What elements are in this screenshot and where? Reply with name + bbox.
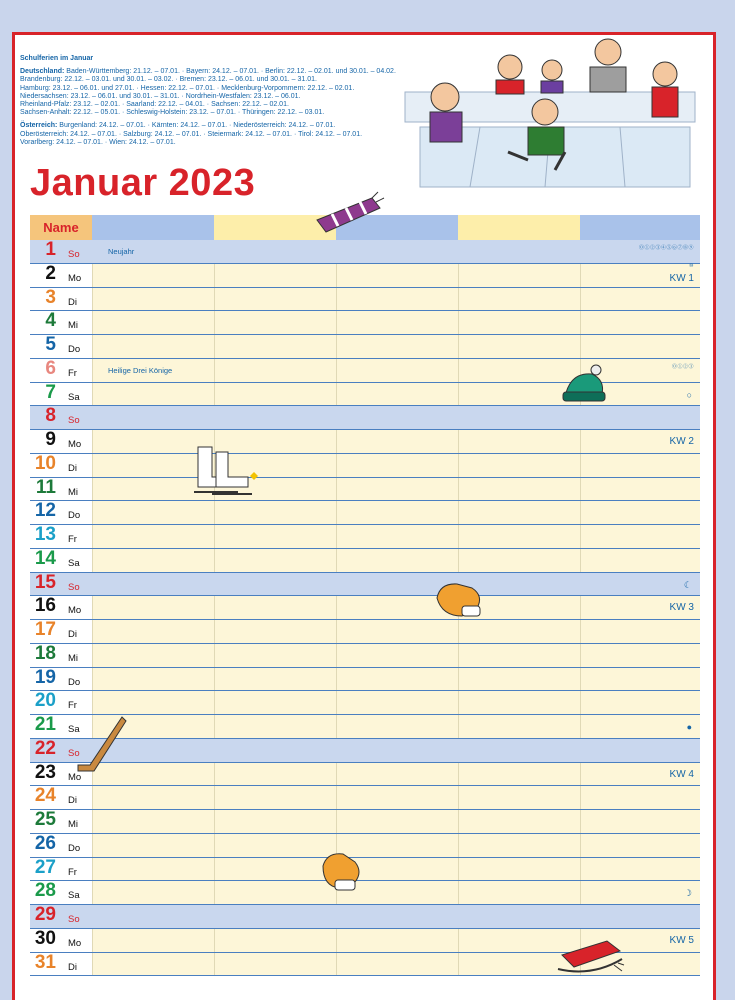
day-number: 20 <box>34 690 56 712</box>
entry-cell[interactable] <box>336 264 458 287</box>
day-number: 23 <box>34 761 56 783</box>
weekday-label: Mo <box>68 937 82 949</box>
entry-cell[interactable] <box>336 240 458 263</box>
day-number: 13 <box>34 524 56 545</box>
day-number: 24 <box>34 785 56 807</box>
holiday-region-markers: ⓪①②③ <box>671 363 694 370</box>
entry-cell[interactable] <box>458 264 580 287</box>
entry-cell[interactable] <box>92 288 214 311</box>
entry-cell[interactable] <box>458 430 580 453</box>
entry-cell[interactable] <box>92 406 214 429</box>
weekday-label: So <box>68 747 80 759</box>
entry-cell[interactable] <box>214 240 336 263</box>
entry-cell[interactable] <box>336 311 458 334</box>
day-row <box>30 335 700 359</box>
day-row <box>30 739 700 763</box>
entry-cell[interactable] <box>458 406 580 429</box>
day-row <box>30 905 700 929</box>
moon-phase-icon: ○ <box>686 389 692 400</box>
entry-cell[interactable] <box>336 620 458 643</box>
entry-cell[interactable] <box>458 668 580 691</box>
weekday-label: Mi <box>68 320 79 332</box>
day-row <box>30 430 700 454</box>
entry-cell[interactable] <box>458 858 580 881</box>
entry-cell[interactable] <box>214 786 336 809</box>
entry-cell[interactable] <box>336 549 458 572</box>
entry-cell[interactable] <box>336 929 458 952</box>
entry-cell[interactable] <box>92 905 214 928</box>
entry-cell[interactable] <box>336 430 458 453</box>
entry-cell[interactable] <box>580 525 700 548</box>
name-column-1[interactable] <box>92 215 214 240</box>
weekday-label: Do <box>68 344 81 355</box>
entry-cell[interactable] <box>580 478 700 501</box>
calendar-week-label: KW 1 <box>669 272 694 284</box>
entry-cell[interactable] <box>214 953 336 976</box>
entry-cell[interactable] <box>336 905 458 928</box>
entry-cell[interactable] <box>580 739 700 762</box>
day-row <box>30 478 700 502</box>
weekday-label: Fr <box>68 367 77 379</box>
weekday-label: Sa <box>68 890 80 902</box>
moon-phase-icon: ☾ <box>683 579 692 590</box>
holiday-line <box>20 76 420 84</box>
entry-cell[interactable] <box>580 549 700 572</box>
holiday-label: Heilige Drei Könige <box>108 365 173 375</box>
day-row <box>30 715 700 739</box>
weekday-label: Sa <box>68 391 80 403</box>
entry-cell[interactable] <box>214 264 336 287</box>
day-number: 3 <box>45 286 56 308</box>
entry-cell[interactable] <box>92 834 214 857</box>
day-row <box>30 668 700 692</box>
entry-cell[interactable] <box>336 763 458 786</box>
entry-cell[interactable] <box>580 573 700 596</box>
entry-cell[interactable] <box>458 834 580 857</box>
holiday-region-markers: ⓪①②③④⑤⑥⑦⑧⑨ <box>638 245 694 251</box>
entry-cell[interactable] <box>214 929 336 952</box>
day-row <box>30 549 700 573</box>
entry-cell[interactable] <box>92 953 214 976</box>
holiday-line <box>20 101 420 109</box>
holiday-line <box>20 122 420 130</box>
entry-cell[interactable] <box>92 573 214 596</box>
entry-cell[interactable] <box>214 668 336 691</box>
day-number: 28 <box>34 880 56 902</box>
entry-cell[interactable] <box>92 311 214 334</box>
entry-cell[interactable] <box>580 715 700 738</box>
entry-cell[interactable] <box>458 881 580 904</box>
entry-cell[interactable] <box>214 715 336 738</box>
day-row <box>30 881 700 905</box>
entry-cell[interactable] <box>92 501 214 524</box>
day-row <box>30 311 700 335</box>
name-column-4[interactable] <box>458 215 580 240</box>
weekday-label: Mo <box>68 605 82 617</box>
moon-phase-icon: ☽ <box>683 888 692 899</box>
entry-cell[interactable] <box>336 715 458 738</box>
entry-cell[interactable] <box>92 691 214 714</box>
day-number: 4 <box>45 310 56 332</box>
entry-cell[interactable] <box>458 501 580 524</box>
holiday-text: Rheinland-Pfalz: 23.12. – 02.01. · Saarland: 22.12. – 04.01. · Sachsen: 22.12. – 02.01. <box>20 101 289 109</box>
winter-hat-icon <box>560 362 610 406</box>
entry-cell[interactable] <box>458 335 580 358</box>
calendar-week-label: KW 2 <box>669 436 694 447</box>
entry-cell[interactable] <box>214 501 336 524</box>
weekday-label: So <box>68 415 80 427</box>
entry-cell[interactable] <box>336 406 458 429</box>
day-number: 19 <box>34 666 56 688</box>
entry-cell[interactable] <box>214 383 336 406</box>
moon-phase-icon: ● <box>686 722 692 732</box>
entry-cell[interactable] <box>458 786 580 809</box>
entry-cell[interactable] <box>336 501 458 524</box>
entry-cell[interactable] <box>92 383 214 406</box>
holiday-text: Niedersachsen: 23.12. – 06.01. und 30.01. – 31.01. · Nordrhein-Westfalen: 23.12. – 06.01. <box>20 92 301 100</box>
day-row <box>30 763 700 787</box>
entry-cell[interactable] <box>336 359 458 382</box>
weekday-label: Fr <box>68 700 77 712</box>
entry-cell[interactable] <box>458 763 580 786</box>
day-number: 16 <box>34 595 56 617</box>
entry-cell[interactable] <box>580 810 700 833</box>
day-row <box>30 264 700 288</box>
day-number: 10 <box>34 452 56 474</box>
day-number: 30 <box>34 927 56 949</box>
holiday-line <box>20 109 420 117</box>
entry-cell[interactable] <box>458 549 580 572</box>
entry-cell[interactable] <box>92 644 214 667</box>
day-rows <box>30 240 700 976</box>
day-number: 8 <box>45 405 56 427</box>
day-row <box>30 810 700 834</box>
entry-cell[interactable] <box>92 858 214 881</box>
weekday-label: Di <box>68 462 77 474</box>
entry-cell[interactable] <box>92 596 214 619</box>
holiday-text: Brandenburg: 22.12. – 03.01. und 30.01. – 03.02. · Bremen: 23.12. – 06.01. und 30.01. – 31.01. <box>20 76 317 84</box>
day-number: 9 <box>45 429 56 450</box>
day-row <box>30 834 700 858</box>
day-row <box>30 454 700 478</box>
entry-cell[interactable] <box>580 335 700 358</box>
entry-cell[interactable] <box>580 311 700 334</box>
calendar-grid <box>30 215 700 976</box>
entry-cell[interactable] <box>458 288 580 311</box>
holiday-text: Hamburg: 23.12. – 06.01. und 27.01. · Hessen: 22.12. – 07.01. · Mecklenburg-Vorpommern: 22.12. – 02.01. <box>20 84 355 92</box>
entry-cell[interactable] <box>214 573 336 596</box>
weekday-label: Do <box>68 510 81 522</box>
day-number: 26 <box>34 832 56 854</box>
holiday-line <box>20 93 420 101</box>
entry-cell[interactable] <box>214 288 336 311</box>
day-number: 14 <box>34 547 56 569</box>
entry-cell[interactable] <box>580 881 700 904</box>
day-row <box>30 406 700 430</box>
entry-cell[interactable] <box>580 858 700 881</box>
holiday-line <box>20 85 420 93</box>
day-row <box>30 644 700 668</box>
weekday-label: So <box>68 249 80 260</box>
day-row <box>30 525 700 549</box>
day-row <box>30 858 700 882</box>
day-number: 7 <box>45 381 56 403</box>
day-row <box>30 620 700 644</box>
entry-cell[interactable] <box>458 311 580 334</box>
weekday-label: Do <box>68 842 81 854</box>
name-column-5[interactable] <box>580 215 700 240</box>
weekday-label: Di <box>68 961 77 973</box>
holidays-list <box>20 68 420 147</box>
weekday-label: Do <box>68 676 81 688</box>
day-row <box>30 240 700 264</box>
holiday-text: Baden-Württemberg: 21.12. – 07.01. · Bayern: 24.12. – 07.01. · Berlin: 22.12. – 02.01. und 30.01. – 04.02. <box>64 68 396 76</box>
holiday-line <box>20 68 420 76</box>
entry-cell[interactable] <box>580 454 700 477</box>
entry-cell[interactable] <box>458 905 580 928</box>
entry-cell[interactable] <box>458 454 580 477</box>
calendar-week-label: KW 5 <box>669 934 694 946</box>
day-number: 2 <box>45 262 56 284</box>
holiday-line <box>20 139 420 147</box>
entry-cell[interactable] <box>336 953 458 976</box>
weekday-label: So <box>68 914 80 925</box>
entry-cell[interactable] <box>580 905 700 928</box>
weekday-label: Di <box>68 296 77 308</box>
weekday-label: Mi <box>68 486 79 498</box>
entry-cell[interactable] <box>214 810 336 833</box>
glove-icon <box>432 578 487 622</box>
weekday-label: Mo <box>68 439 82 450</box>
entry-cell[interactable] <box>92 881 214 904</box>
weekday-label: Di <box>68 629 77 640</box>
scarf-icon <box>312 190 392 238</box>
entry-cell[interactable] <box>92 786 214 809</box>
glove-icon <box>315 848 365 896</box>
weekday-label: Di <box>68 795 77 807</box>
entry-cell[interactable] <box>92 335 214 358</box>
day-row <box>30 691 700 715</box>
calendar-week-label: KW 3 <box>669 602 694 614</box>
entry-cell[interactable] <box>336 786 458 809</box>
day-number: 12 <box>34 500 56 522</box>
ice-skates-icon <box>190 442 265 500</box>
day-number: 17 <box>34 619 56 640</box>
day-row <box>30 288 700 312</box>
entry-cell[interactable] <box>92 929 214 952</box>
entry-cell[interactable] <box>336 810 458 833</box>
weekday-label: So <box>68 581 80 593</box>
holiday-label: Neujahr <box>108 247 135 256</box>
weekday-label: Fr <box>68 866 77 878</box>
weekday-label: Sa <box>68 724 80 735</box>
entry-cell[interactable] <box>214 335 336 358</box>
entry-cell[interactable] <box>336 739 458 762</box>
holiday-region: Deutschland: <box>20 68 65 76</box>
entry-cell[interactable] <box>458 525 580 548</box>
entry-cell[interactable] <box>92 525 214 548</box>
day-number: 29 <box>34 904 56 925</box>
day-row <box>30 596 700 620</box>
day-number: 25 <box>34 809 56 830</box>
entry-cell[interactable] <box>336 668 458 691</box>
holiday-text: Oberösterreich: 24.12. – 07.01. · Salzburg: 24.12. – 07.01. · Steiermark: 24.12. – 07.01. · Tirol: 24.12. – 07.01. <box>20 130 363 138</box>
entry-cell[interactable] <box>214 644 336 667</box>
sled-icon <box>552 935 632 981</box>
entry-cell[interactable] <box>580 786 700 809</box>
day-number: 18 <box>34 642 56 664</box>
weekday-label: Fr <box>68 534 77 545</box>
skating-children-illustration-icon <box>400 32 710 207</box>
entry-cell[interactable] <box>336 691 458 714</box>
holiday-region: Österreich: <box>20 122 58 130</box>
entry-cell[interactable] <box>336 478 458 501</box>
entry-cell[interactable] <box>214 406 336 429</box>
day-row <box>30 501 700 525</box>
entry-cell[interactable] <box>92 810 214 833</box>
holiday-text: Sachsen-Anhalt: 22.12. – 05.01. · Schleswig-Holstein: 23.12. – 07.01. · Thüringen: 22.12. – 03.01. <box>20 109 325 117</box>
name-header: Name <box>30 215 92 240</box>
day-row <box>30 786 700 810</box>
entry-cell[interactable] <box>580 288 700 311</box>
entry-cell[interactable] <box>92 549 214 572</box>
entry-cell[interactable] <box>214 905 336 928</box>
weekday-label: Mi <box>68 652 79 664</box>
entry-cell[interactable] <box>580 406 700 429</box>
entry-cell[interactable] <box>336 525 458 548</box>
day-number: 21 <box>34 714 56 735</box>
day-number: 1 <box>45 239 56 260</box>
day-number: 31 <box>34 951 56 973</box>
entry-cell[interactable] <box>458 644 580 667</box>
entry-cell[interactable] <box>214 739 336 762</box>
entry-cell[interactable] <box>458 620 580 643</box>
entry-cell[interactable] <box>214 620 336 643</box>
weekday-label: Mi <box>68 819 79 830</box>
entry-cell[interactable] <box>336 644 458 667</box>
weekday-label: Mo <box>68 771 82 783</box>
holiday-text: Burgenland: 24.12. – 07.01. · Kärnten: 24.12. – 07.01. · Niederösterreich: 24.12. – 07.01. <box>57 122 336 130</box>
school-holidays <box>20 55 420 147</box>
entry-cell[interactable] <box>580 668 700 691</box>
weekday-label: Mo <box>68 272 82 284</box>
entry-cell[interactable] <box>580 691 700 714</box>
entry-cell[interactable] <box>580 501 700 524</box>
day-number: 6 <box>45 357 56 379</box>
entry-cell[interactable] <box>214 691 336 714</box>
entry-cell[interactable] <box>458 691 580 714</box>
holiday-line <box>20 131 420 139</box>
day-number: 22 <box>34 737 56 759</box>
holiday-text: Vorarlberg: 24.12. – 07.01. · Wien: 24.12. – 07.01. <box>20 138 176 146</box>
entry-cell[interactable] <box>92 264 214 287</box>
weekday-label: Sa <box>68 557 80 569</box>
entry-cell[interactable] <box>336 383 458 406</box>
entry-cell[interactable] <box>580 644 700 667</box>
day-row <box>30 573 700 597</box>
holiday-region-markers: ⑩ <box>689 262 694 269</box>
entry-cell[interactable] <box>458 478 580 501</box>
entry-cell[interactable] <box>458 739 580 762</box>
calendar-week-label: KW 4 <box>669 768 694 780</box>
entry-cell[interactable] <box>214 549 336 572</box>
entry-cell[interactable] <box>214 359 336 382</box>
holidays-heading: Schulferien im Januar <box>20 55 94 62</box>
day-number: 27 <box>34 856 56 878</box>
hockey-stick-icon <box>72 715 127 773</box>
entry-cell[interactable] <box>336 335 458 358</box>
day-number: 15 <box>34 571 56 593</box>
page-title: Januar 2023 <box>30 162 256 204</box>
entry-cell[interactable] <box>458 810 580 833</box>
day-number: 11 <box>35 476 56 498</box>
entry-cell[interactable] <box>580 834 700 857</box>
entry-cell[interactable] <box>336 288 458 311</box>
entry-cell[interactable] <box>458 240 580 263</box>
entry-cell[interactable] <box>92 668 214 691</box>
entry-cell[interactable] <box>580 620 700 643</box>
entry-cell[interactable] <box>214 763 336 786</box>
entry-cell[interactable] <box>214 525 336 548</box>
entry-cell[interactable] <box>458 715 580 738</box>
entry-cell[interactable] <box>214 311 336 334</box>
entry-cell[interactable] <box>214 596 336 619</box>
entry-cell[interactable] <box>336 454 458 477</box>
day-number: 5 <box>45 334 56 355</box>
entry-cell[interactable] <box>92 620 214 643</box>
